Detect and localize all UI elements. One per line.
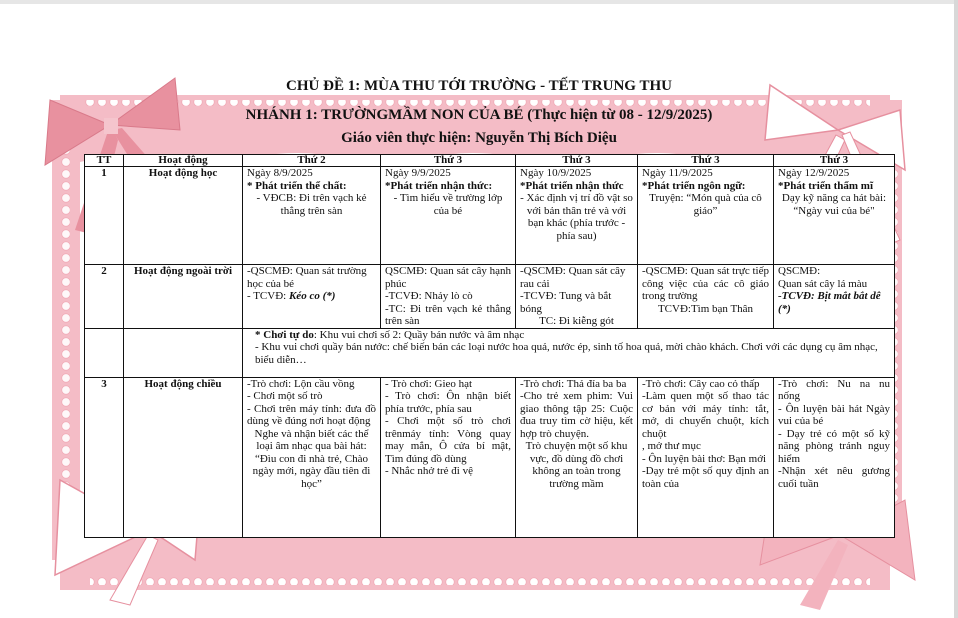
date: Ngày 9/9/2025 [385,167,451,179]
content: - Ôn luyện bài hát Ngày vui của bé [778,402,890,427]
row-number: 3 [85,377,124,537]
day-cell [516,167,638,265]
header-activity: Hoạt động [124,155,243,167]
content: - Trò chơi: Gieo hạt [385,377,473,390]
free-play-cell [243,328,895,377]
content: - Chơi trên máy tính: đưa đồ dùng về đúng nơi hoạt động [247,402,376,427]
content: - Trò chơi: Ôn nhận biết phía trước, phía sau [385,390,511,415]
day-cell [381,167,516,265]
game-name: Kéo co (*) [288,290,336,302]
subject: *Phát triển nhận thức [520,179,624,192]
teacher-name: Giáo viên thực hiện: Nguyễn Thị Bích Diệu [341,130,617,146]
content: Nghe và nhận biết các thể loại âm nhạc qua bài hát: “Đìu con đi nhà trẻ, Chào ngày mới, ngày đầu tiên đi học” [252,427,371,490]
free-play-detail: - Khu vui chơi quầy bán nước: chế biến bán các loại nước hoa quả, nước ép, sinh tố hoa quả, mời chào khách. Chơi với các dụng cụ âm nhạc, biểu diễn… [255,341,878,366]
day-cell [243,377,381,537]
content: Truyện: “Món quà của cô giáo” [649,192,762,217]
content: -QSCMĐ: Quan sát cây rau cải [520,265,626,290]
day-cell [381,265,516,329]
header-wed: Thứ 3 [516,155,638,167]
row-number: 2 [85,265,124,329]
date: Ngày 12/9/2025 [778,167,850,179]
day-cell [381,377,516,537]
content: Dạy kỹ năng ca hát bài: “Ngày vui của bé" [781,192,887,217]
subject: *Phát triển ngôn ngữ: [642,179,746,192]
content: - Ôn luyện bài thơ: Bạn mới [642,452,767,465]
subject: *Phát triển thẩm mĩ [778,179,874,192]
content: -Trò chơi: Thả đỉa ba ba [520,377,627,390]
content: -Trò chơi: Cây cao cỏ thấp [642,377,760,390]
content: - Nhắc nhở trẻ đi vệ [385,465,473,477]
day-cell [638,377,774,537]
header-thu: Thứ 3 [638,155,774,167]
content: TCVĐ:Tìm bạn Thân [657,302,754,315]
content: -QSCMĐ: Quan sát trực tiếp công việc của các cô giáo trong trường [642,265,769,302]
day-cell [774,265,895,329]
subject: * Phát triển thể chất: [247,179,347,192]
content: QSCMĐ: [778,265,821,277]
content: - Tìm hiểu về trường lớp của bé [393,192,503,217]
content: -TCVĐ: Nhảy lò cò [385,290,473,302]
content: -Nhận xét nêu gương cuối tuần [778,465,890,490]
table-row [85,377,895,537]
row-number: 1 [85,167,124,265]
table-header-row [85,155,895,167]
free-play-text: : Khu vui chơi số 2: Quầy bán nước và âm nhạc [313,328,525,341]
activity-name: Hoạt động học [124,167,243,265]
table-row [85,265,895,329]
activity-name: Hoạt động chiều [124,377,243,537]
free-play-label: * Chơi tự do [255,328,314,341]
content: Trò chuyện một số khu vực, đồ dùng đồ chơi không an toàn trong trường mầm [525,440,628,490]
empty-cell [85,328,124,377]
content: , mở thư mục [642,440,701,452]
table-row-free-play [85,328,895,377]
day-cell [638,265,774,329]
content: -Cho trẻ xem phim: Vui giao thông tập 25: Cuộc đua truy tìm cờ hiệu, kết hợp trò chuyện. [520,390,633,440]
day-cell [516,265,638,329]
date: Ngày 8/9/2025 [247,167,313,179]
content: - Chơi một số trò chơi trênmáy tính: Vòng quay may mắn, Ô cửa bí mật, Tìm đúng đồ dùng [385,415,511,465]
date: Ngày 11/9/2025 [642,167,713,179]
branch-title: NHÁNH 1: TRƯỜNGMẦM NON CỦA BÉ (Thực hiện từ 08 - 12/9/2025) [245,107,713,123]
content: QSCMĐ: Quan sát cây hạnh phúc [385,265,511,290]
activity-name: Hoạt động ngoài trời [124,265,243,329]
date: Ngày 10/9/2025 [520,167,592,179]
content: - Chơi một số trò [247,390,323,402]
subject: *Phát triển nhận thức: [385,179,493,192]
day-cell [774,377,895,537]
header-mon: Thứ 2 [243,155,381,167]
header-tt: TT [85,155,124,167]
content: Quan sát cây lá màu [778,277,868,290]
day-cell [774,167,895,265]
table-row [85,167,895,265]
day-cell [516,377,638,537]
content: -QSCMĐ: Quan sát trường học của bé [247,265,367,290]
content: -TC: Đi trên vạch kẻ thẳng trên sàn [385,302,511,327]
header-fri: Thứ 3 [774,155,895,167]
empty-cell [124,328,243,377]
content: - VĐCB: Đi trên vạch kẻ thẳng trên sàn [256,192,367,217]
theme-title: CHỦ ĐỀ 1: MÙA THU TỚI TRƯỜNG - TẾT TRUNG THU [286,78,672,94]
game-name: -TCVĐ: Bịt mắt bắt dê (*) [778,290,881,315]
content: TC: Đi kiễng gót [539,315,614,327]
content: -Trò chơi: Nu na nu nống [778,377,890,402]
day-cell [638,167,774,265]
day-cell [243,167,381,265]
day-cell [243,265,381,329]
content: - Dạy trẻ có một số kỹ năng phòng tránh nguy hiểm [778,427,890,465]
content: -Trò chơi: Lộn cầu vồng [247,377,355,390]
content: - TCVĐ: [247,290,289,302]
schedule-table [84,154,890,538]
content: - Xác định vị trí đồ vật so với bản thân trẻ và với bạn khác (phía trước - phía sau) [520,192,633,242]
content: -Dạy trẻ một số quy định an toàn của [642,465,769,490]
content: -Làm quen một số thao tác cơ bản với máy tính: tắt, mở, di chuyển chuột, kích chuột [642,390,769,440]
header-tue: Thứ 3 [381,155,516,167]
content: -TCVĐ: Tung và bắt bóng [520,290,612,315]
